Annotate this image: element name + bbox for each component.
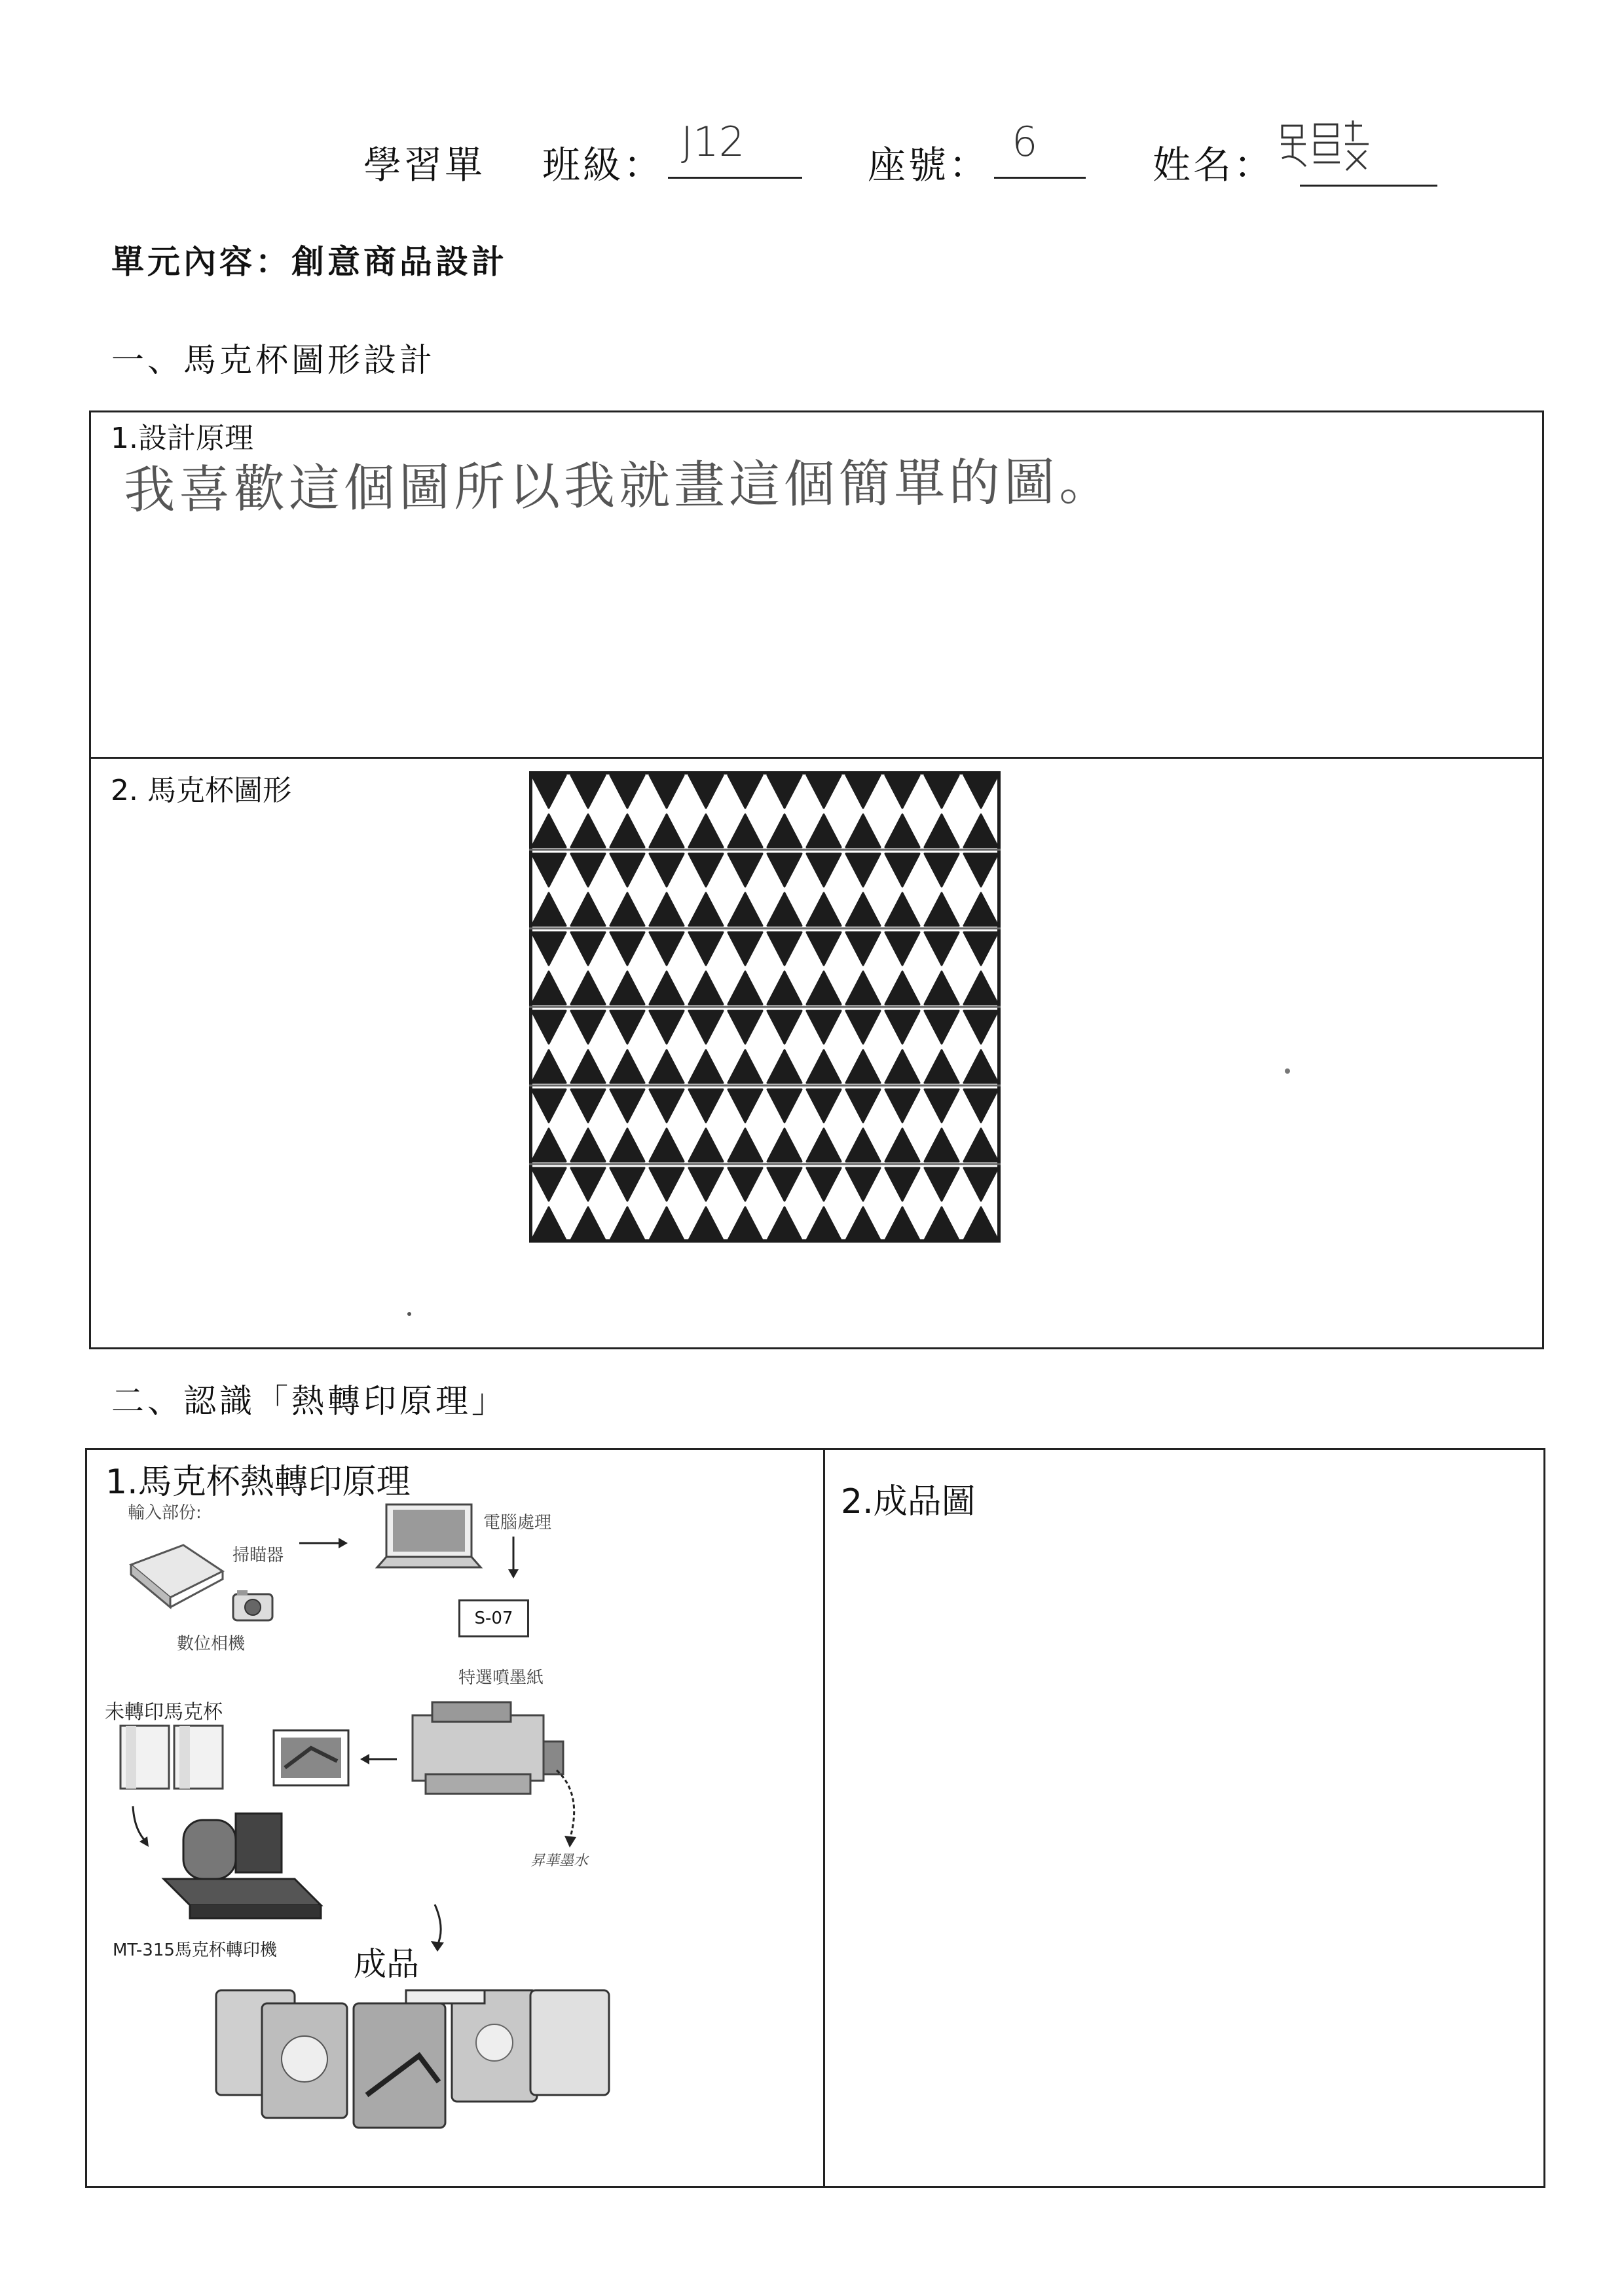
pattern-triangle xyxy=(767,972,802,1004)
pattern-triangle xyxy=(807,1129,841,1161)
blank-mug-label: 未轉印馬克杯 xyxy=(105,1701,223,1724)
pattern-triangle xyxy=(925,1168,959,1201)
pattern-triangle xyxy=(689,972,723,1004)
pattern-triangle xyxy=(767,854,802,886)
name-label: 姓名： xyxy=(1153,143,1275,187)
pattern-triangle xyxy=(532,775,566,808)
pattern-triangle xyxy=(925,972,959,1004)
input-section-label: 輸入部份: xyxy=(128,1503,202,1523)
pattern-triangle xyxy=(964,775,998,808)
design-principle-cell xyxy=(89,410,1544,759)
pattern-triangle xyxy=(610,1129,644,1161)
pattern-triangle xyxy=(650,1089,684,1122)
pattern-triangle xyxy=(846,893,880,926)
pattern-triangle xyxy=(728,972,762,1004)
pattern-triangle xyxy=(610,814,644,847)
pattern-triangle xyxy=(532,854,566,886)
pattern-triangle xyxy=(807,775,841,808)
pattern-triangle xyxy=(885,814,919,847)
pattern-triangle xyxy=(728,775,762,808)
pattern-triangle xyxy=(689,1168,723,1201)
scanner-icon xyxy=(124,1539,229,1611)
pattern-triangle xyxy=(846,775,880,808)
pattern-triangle xyxy=(807,1011,841,1044)
pattern-triangle xyxy=(650,814,684,847)
seat-label: 座號： xyxy=(868,143,990,187)
pattern-triangle xyxy=(610,1011,644,1044)
pattern-triangle xyxy=(807,932,841,965)
mug-graphic-label: 2. 馬克杯圖形 xyxy=(111,774,291,807)
pattern-triangle xyxy=(650,893,684,926)
pattern-triangle xyxy=(571,1207,605,1240)
finished-label: 成品 xyxy=(354,1945,419,1983)
arrow-scanner-to-computer xyxy=(298,1535,350,1551)
pattern-triangle xyxy=(807,854,841,886)
pattern-triangle xyxy=(610,1207,644,1240)
pattern-triangle xyxy=(689,893,723,926)
pattern-triangle xyxy=(571,775,605,808)
mug-triangle-pattern-drawing xyxy=(529,771,1001,1243)
pattern-triangle xyxy=(767,932,802,965)
pattern-triangle xyxy=(689,932,723,965)
pattern-triangle xyxy=(964,1050,998,1083)
pattern-triangle xyxy=(650,972,684,1004)
pattern-triangle xyxy=(885,972,919,1004)
pattern-triangle xyxy=(767,1129,802,1161)
pattern-triangle xyxy=(610,775,644,808)
printer-icon xyxy=(399,1696,570,1800)
pattern-triangle xyxy=(885,1168,919,1201)
laptop-icon xyxy=(373,1499,485,1578)
pattern-triangle xyxy=(885,893,919,926)
paper-label: 特選噴墨紙 xyxy=(458,1668,544,1688)
pattern-triangle xyxy=(610,1050,644,1083)
pattern-triangle xyxy=(807,893,841,926)
worksheet-title: 學習單 xyxy=(363,143,486,187)
finished-product-cell xyxy=(823,1448,1545,2188)
computer-label: 電腦處理 xyxy=(483,1513,552,1533)
camera-icon xyxy=(231,1588,276,1624)
handwritten-name-signature xyxy=(1277,118,1395,177)
pattern-triangle xyxy=(610,854,644,886)
pattern-triangle xyxy=(532,972,566,1004)
pattern-triangle xyxy=(767,1050,802,1083)
name-underline xyxy=(1300,185,1437,187)
pattern-triangle xyxy=(728,893,762,926)
pattern-triangle xyxy=(885,1089,919,1122)
camera-label: 數位相機 xyxy=(177,1634,246,1654)
class-underline xyxy=(668,177,802,179)
pattern-triangle xyxy=(728,1129,762,1161)
pattern-triangle xyxy=(532,1011,566,1044)
pattern-triangle xyxy=(650,854,684,886)
pattern-triangle xyxy=(650,1129,684,1161)
section-2-title: 二、認識「熱轉印原理」 xyxy=(111,1382,507,1420)
pattern-triangle xyxy=(610,972,644,1004)
pattern-triangle xyxy=(650,1207,684,1240)
pattern-triangle xyxy=(846,1050,880,1083)
arrow-mug-to-machine xyxy=(128,1804,154,1850)
arrow-machine-to-product xyxy=(426,1902,452,1954)
pattern-triangle xyxy=(650,932,684,965)
scanner-label: 掃瞄器 xyxy=(232,1546,284,1565)
class-label: 班級： xyxy=(542,143,665,187)
pattern-triangle xyxy=(728,932,762,965)
section-1-title: 一、馬克杯圖形設計 xyxy=(111,341,435,379)
pattern-triangle xyxy=(846,1168,880,1201)
pattern-triangle xyxy=(767,1168,802,1201)
pattern-triangle xyxy=(728,1207,762,1240)
class-value: J12 xyxy=(681,118,745,166)
pattern-triangle xyxy=(925,893,959,926)
pattern-triangle xyxy=(964,854,998,886)
pattern-triangle xyxy=(728,1089,762,1122)
pattern-triangle xyxy=(571,1089,605,1122)
pattern-triangle xyxy=(767,814,802,847)
unit-content: 單元內容：創意商品設計 xyxy=(111,242,507,281)
pattern-triangle xyxy=(571,893,605,926)
pattern-triangle xyxy=(532,893,566,926)
pattern-triangle xyxy=(885,854,919,886)
pattern-triangle xyxy=(689,1089,723,1122)
pattern-triangle xyxy=(767,893,802,926)
pattern-triangle xyxy=(610,1089,644,1122)
pattern-triangle xyxy=(846,1207,880,1240)
pattern-triangle xyxy=(689,1011,723,1044)
seat-underline xyxy=(994,177,1086,179)
seat-value: 6 xyxy=(1012,118,1038,166)
pattern-triangle xyxy=(689,854,723,886)
pattern-triangle xyxy=(650,1011,684,1044)
pattern-triangle xyxy=(689,1050,723,1083)
pattern-triangle xyxy=(571,1050,605,1083)
pattern-triangle xyxy=(767,775,802,808)
pattern-triangle xyxy=(571,1011,605,1044)
pattern-triangle xyxy=(925,932,959,965)
pattern-triangle xyxy=(964,1207,998,1240)
pattern-triangle xyxy=(925,1207,959,1240)
pattern-triangle xyxy=(728,1168,762,1201)
printed-photo-icon xyxy=(272,1728,350,1787)
pattern-triangle xyxy=(925,1050,959,1083)
pattern-triangle xyxy=(925,1089,959,1122)
pattern-triangle xyxy=(728,1050,762,1083)
pattern-triangle xyxy=(532,1089,566,1122)
ink-label: 昇華墨水 xyxy=(530,1853,589,1869)
pattern-triangle xyxy=(571,854,605,886)
pattern-triangle xyxy=(846,1129,880,1161)
pattern-triangle xyxy=(728,814,762,847)
pattern-triangle xyxy=(846,814,880,847)
pattern-triangle xyxy=(846,854,880,886)
finished-product-label: 2.成品圖 xyxy=(841,1482,976,1522)
pattern-triangle xyxy=(846,932,880,965)
pattern-triangle xyxy=(846,972,880,1004)
pattern-triangle xyxy=(885,775,919,808)
arrow-printer-to-photo xyxy=(359,1751,398,1767)
pattern-triangle xyxy=(532,814,566,847)
pattern-triangle xyxy=(571,1168,605,1201)
pattern-triangle xyxy=(532,1050,566,1083)
pattern-triangle xyxy=(532,1129,566,1161)
pattern-triangle xyxy=(728,854,762,886)
thermal-transfer-principle-label: 1.馬克杯熱轉印原理 xyxy=(105,1463,411,1502)
pattern-triangle xyxy=(807,1207,841,1240)
pattern-triangle xyxy=(807,1168,841,1201)
pattern-triangle xyxy=(650,775,684,808)
pattern-triangle xyxy=(689,775,723,808)
scan-speck xyxy=(1285,1068,1290,1074)
pattern-triangle xyxy=(689,1207,723,1240)
pattern-triangle xyxy=(925,1129,959,1161)
pattern-triangle xyxy=(925,775,959,808)
pattern-triangle xyxy=(610,893,644,926)
pattern-triangle xyxy=(807,1089,841,1122)
pattern-triangle xyxy=(767,1011,802,1044)
pattern-triangle xyxy=(807,1050,841,1083)
pattern-triangle xyxy=(964,1129,998,1161)
pattern-triangle xyxy=(885,1129,919,1161)
arrow-to-ink xyxy=(550,1768,589,1853)
pattern-triangle xyxy=(885,1207,919,1240)
pattern-triangle xyxy=(571,814,605,847)
pattern-triangle xyxy=(767,1089,802,1122)
pattern-triangle xyxy=(571,972,605,1004)
paper-code: S-07 xyxy=(474,1609,513,1628)
pattern-triangle xyxy=(571,1129,605,1161)
pattern-triangle xyxy=(964,893,998,926)
design-principle-answer: 我喜歡這個圖所以我就畫這個簡單的圖。 xyxy=(123,452,1115,520)
pattern-triangle xyxy=(532,1207,566,1240)
pattern-triangle xyxy=(728,1011,762,1044)
pattern-triangle xyxy=(767,1207,802,1240)
heat-press-machine-icon xyxy=(157,1807,327,1925)
paper-code-box xyxy=(458,1599,529,1637)
scan-speck xyxy=(407,1312,411,1316)
pattern-triangle xyxy=(689,1129,723,1161)
pattern-triangle xyxy=(807,972,841,1004)
pattern-triangle xyxy=(650,1168,684,1201)
pattern-triangle xyxy=(964,1168,998,1201)
pattern-triangle xyxy=(689,814,723,847)
pattern-triangle xyxy=(964,1089,998,1122)
pattern-triangle xyxy=(964,1011,998,1044)
pattern-triangle xyxy=(807,814,841,847)
pattern-triangle xyxy=(532,932,566,965)
design-principle-label: 1.設計原理 xyxy=(111,422,253,455)
pattern-triangle xyxy=(650,1050,684,1083)
pattern-triangle xyxy=(925,814,959,847)
pattern-triangle xyxy=(846,1011,880,1044)
pattern-triangle xyxy=(964,814,998,847)
pattern-triangle xyxy=(885,1050,919,1083)
pattern-triangle xyxy=(846,1089,880,1122)
machine-label: MT-315馬克杯轉印機 xyxy=(113,1941,277,1960)
blank-mugs-icon xyxy=(117,1722,228,1794)
pattern-triangle xyxy=(885,1011,919,1044)
pattern-triangle xyxy=(532,1168,566,1201)
arrow-computer-to-paper xyxy=(506,1535,521,1581)
pattern-triangle xyxy=(925,1011,959,1044)
pattern-triangle xyxy=(610,1168,644,1201)
pattern-triangle xyxy=(885,932,919,965)
pattern-triangle xyxy=(610,932,644,965)
pattern-triangle xyxy=(571,932,605,965)
pattern-triangle xyxy=(964,972,998,1004)
pattern-triangle xyxy=(964,932,998,965)
pattern-triangle xyxy=(925,854,959,886)
finished-mugs-photo xyxy=(203,1977,674,2174)
